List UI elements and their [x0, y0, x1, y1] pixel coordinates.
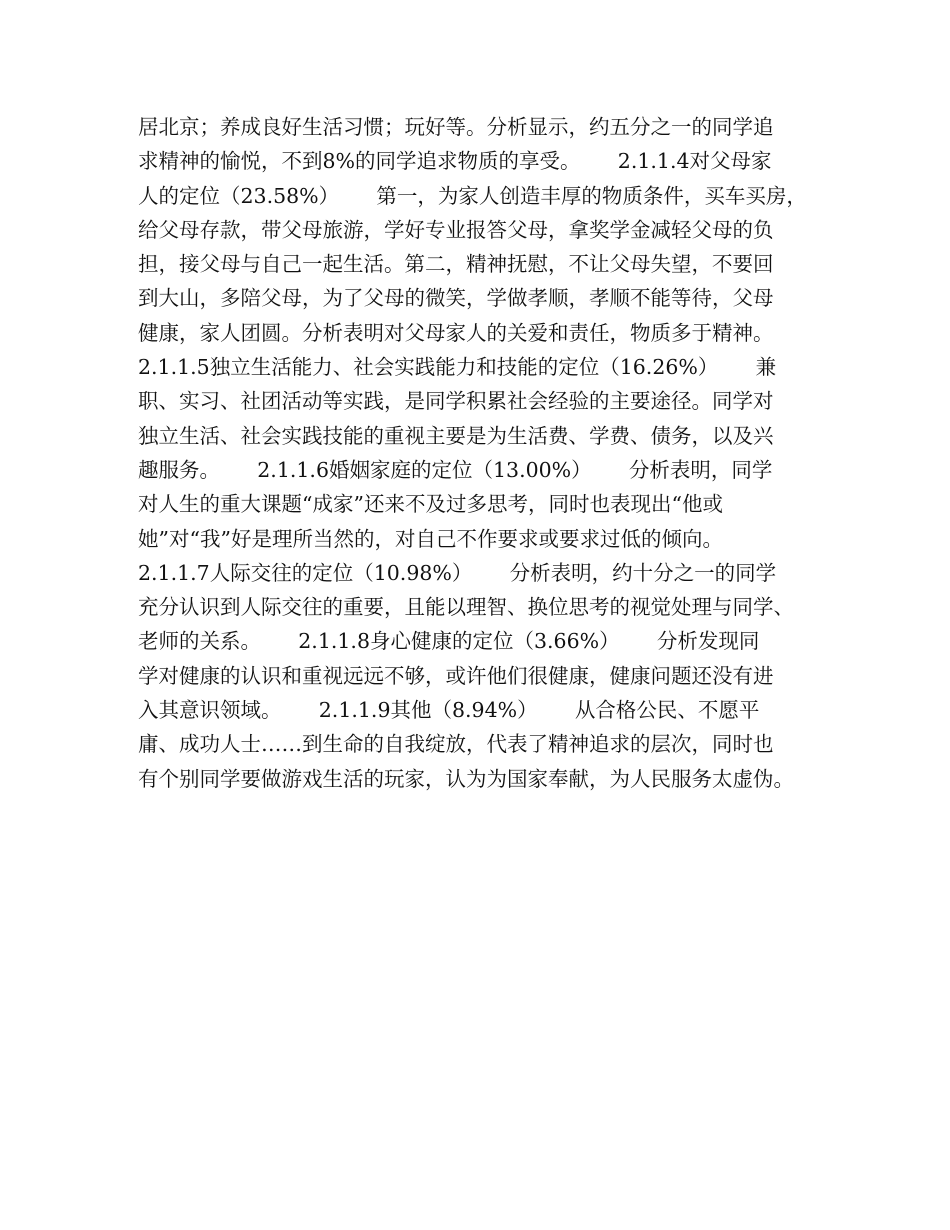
text-line: 对人生的重大课题“成家”还来不及过多思考，同时也表现出“他或	[138, 492, 723, 517]
text-line: 求精神的愉悦，不到8%的同学追求物质的享受。 2.1.1.4对父母家	[138, 149, 772, 174]
text-line: 充分认识到人际交往的重要，且能以理智、换位思考的视觉处理与同学、	[138, 595, 794, 620]
text-line: 担，接父母与自己一起生活。第二，精神抚慰，不让父母失望，不要回	[138, 252, 774, 277]
text-line: 给父母存款，带父母旅游，学好专业报答父母，拿奖学金减轻父母的负	[138, 217, 774, 242]
text-line: 学对健康的认识和重视远远不够，或许他们很健康，健康问题还没有进	[138, 663, 774, 688]
text-line: 职、实习、社团活动等实践，是同学积累社会经验的主要途径。同学对	[138, 389, 774, 414]
text-line: 独立生活、社会实践技能的重视主要是为生活费、学费、债务，以及兴	[138, 423, 774, 448]
text-line: 老师的关系。 2.1.1.8身心健康的定位（3.66%） 分析发现同	[138, 629, 760, 654]
text-line: 趣服务。 2.1.1.6婚姻家庭的定位（13.00%） 分析表明，同学	[138, 457, 773, 482]
body-text	[138, 110, 838, 796]
text-line: 庸、成功人士……到生命的自我绽放，代表了精神追求的层次，同时也	[138, 732, 774, 757]
text-line: 有个别同学要做游戏生活的玩家，认为为国家奉献，为人民服务太虚伪。	[138, 766, 794, 791]
text-line: 人的定位（23.58%） 第一，为家人创造丰厚的物质条件，买车买房，	[138, 183, 807, 208]
text-line: 2.1.1.5独立生活能力、社会实践能力和技能的定位（16.26%） 兼	[138, 355, 777, 380]
text-line: 2.1.1.7人际交往的定位（10.98%） 分析表明，约十分之一的同学	[138, 560, 777, 585]
text-line: 居北京；养成良好生活习惯；玩好等。分析显示，约五分之一的同学追	[138, 115, 774, 139]
text-line: 到大山，多陪父母，为了父母的微笑，学做孝顺，孝顺不能等待，父母	[138, 286, 774, 311]
text-line: 入其意识领域。 2.1.1.9其他（8.94%） 从合格公民、不愿平	[138, 698, 760, 723]
text-line: 健康，家人团圆。分析表明对父母家人的关爱和责任，物质多于精神。	[138, 320, 774, 345]
text-line: 她”对“我”好是理所当然的，对自己不作要求或要求过低的倾向。	[138, 526, 723, 551]
